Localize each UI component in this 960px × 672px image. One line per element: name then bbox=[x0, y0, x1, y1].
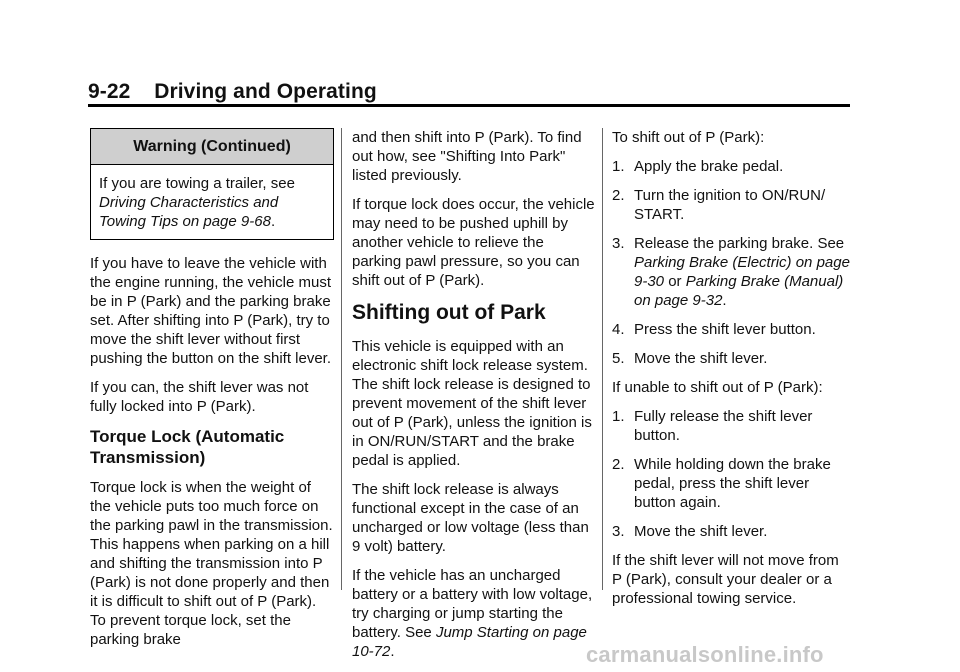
step-number: 1. bbox=[612, 408, 625, 425]
list-item bbox=[612, 522, 850, 541]
paragraph-text: If the vehicle has an uncharged battery or a battery with low voltage, try charging or jump starting the battery. See bbox=[352, 567, 593, 641]
section-title: Driving and Operating bbox=[154, 80, 377, 103]
parking-brake-electric-link[interactable]: Parking Brake (Electric) on page 9-30 bbox=[634, 254, 850, 290]
paragraph: If torque lock does occur, the vehicle may need to be pushed uphill by another vehicle to relieve the parking pawl pressure, so you can shift out of P (Park). bbox=[352, 196, 595, 289]
steps-intro: To shift out of P (Park): bbox=[612, 129, 765, 146]
list-item bbox=[612, 186, 850, 224]
step-text: Press the shift lever button. bbox=[634, 321, 816, 338]
step-number: 2. bbox=[612, 187, 625, 204]
column-3 bbox=[612, 128, 850, 618]
column-divider-2 bbox=[602, 128, 603, 590]
column-divider-1 bbox=[341, 128, 342, 590]
list-item bbox=[612, 455, 850, 512]
torque-lock-heading: Torque Lock (Automatic Transmission) bbox=[90, 427, 285, 467]
paragraph: and then shift into P (Park). To find out how, see "Shifting Into Park" listed previously. bbox=[352, 129, 582, 184]
warning-box bbox=[90, 128, 334, 240]
warning-body bbox=[91, 165, 333, 239]
paragraph: If you can, the shift lever was not fully locked into P (Park). bbox=[90, 379, 309, 415]
step-number: 5. bbox=[612, 350, 625, 367]
list-item bbox=[612, 157, 850, 176]
page-number: 9-22 bbox=[88, 80, 131, 103]
step-period: . bbox=[722, 292, 727, 309]
step-number: 4. bbox=[612, 321, 625, 338]
column-1 bbox=[90, 128, 334, 659]
shifting-out-of-park-heading: Shifting out of Park bbox=[352, 301, 546, 324]
list-item bbox=[612, 320, 850, 339]
paragraph bbox=[352, 566, 596, 661]
closing-paragraph: If the shift lever will not move from P (Park), consult your dealer or a professional towing service. bbox=[612, 552, 839, 607]
paragraph: If you have to leave the vehicle with the engine running, the vehicle must be in P (Park) and the parking brake set. After shifting into P (Park), try to move the shift lever without first pushing the button on the shift lever. bbox=[90, 255, 332, 367]
list-item bbox=[612, 407, 850, 445]
paragraph: The shift lock release is always functional except in the case of an uncharged or low voltage (less than 9 volt) battery. bbox=[352, 481, 589, 555]
paragraph: Torque lock is when the weight of the vehicle puts too much force on the parking pawl in the transmission. This happens when parking on a hill and shifting the transmission into P (Park) is not done properly and then it is difficult to shift out of P (Park). To prevent torque lock, set the parking brake bbox=[90, 479, 333, 648]
warning-period: . bbox=[270, 213, 276, 230]
step-text: Turn the ignition to ON/RUN/ START. bbox=[634, 187, 826, 223]
warning-text: If you are towing a trailer, see bbox=[99, 175, 295, 192]
step-number: 3. bbox=[612, 523, 625, 540]
list-item bbox=[612, 349, 850, 368]
header-rule bbox=[88, 104, 850, 107]
step-text bbox=[634, 234, 850, 310]
step-or: or bbox=[664, 273, 686, 290]
steps-intro-2: If unable to shift out of P (Park): bbox=[612, 379, 823, 396]
page-header bbox=[88, 80, 377, 104]
step-number: 3. bbox=[612, 235, 625, 252]
step-text: Fully release the shift lever button. bbox=[634, 408, 813, 444]
paragraph: This vehicle is equipped with an electronic shift lock release system. The shift lock release is designed to prevent movement of the shift lever out of P (Park), unless the ignition is in ON/RUN/START and the brake pedal is applied. bbox=[352, 338, 592, 469]
step-text: While holding down the brake pedal, press the shift lever button again. bbox=[634, 456, 831, 511]
list-item bbox=[612, 234, 850, 310]
watermark: carmanualsonline.info bbox=[586, 642, 824, 667]
warning-link[interactable]: Driving Characteristics and Towing Tips on page 9-68 bbox=[99, 194, 279, 230]
step-text-main: Release the parking brake. See bbox=[634, 235, 845, 252]
step-number: 1. bbox=[612, 158, 625, 175]
step-text: Apply the brake pedal. bbox=[634, 158, 784, 175]
jump-starting-link[interactable]: Jump Starting on page 10-72 bbox=[352, 624, 587, 660]
paragraph-period: . bbox=[390, 643, 395, 660]
step-number: 2. bbox=[612, 456, 625, 473]
parking-brake-manual-link[interactable]: Parking Brake (Manual) on page 9-32 bbox=[634, 273, 844, 309]
step-text: Move the shift lever. bbox=[634, 523, 768, 540]
warning-title: Warning (Continued) bbox=[91, 129, 333, 165]
column-2 bbox=[352, 128, 596, 671]
step-text: Move the shift lever. bbox=[634, 350, 768, 367]
